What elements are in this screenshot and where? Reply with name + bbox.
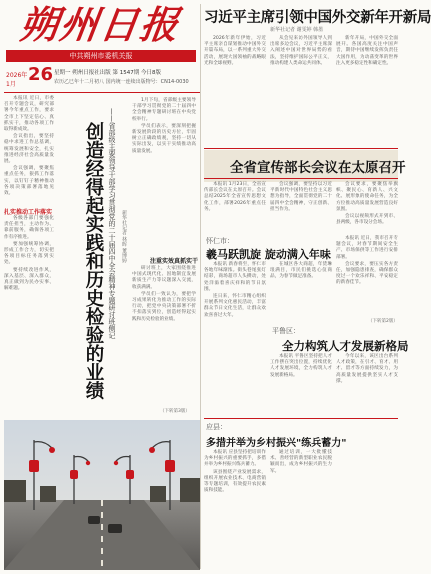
divider	[204, 148, 398, 149]
issue-line-1: 星期一 朔州日报社出版 第 1547期 今日8版	[54, 70, 161, 76]
right-paragraph: 本报讯 近日，我市召开专题会议，对春节期间安全生产、市场保供等工作进行安排部署。	[336, 236, 398, 260]
conference-paragraph: 会议以视频形式开到市、县两级，各市设分会场。	[336, 214, 398, 226]
conference-column-2	[270, 182, 332, 232]
feature-paragraph: 1月下旬，省部级主要领导干部学习贯彻党的二十届四中全会精神专题研讨班在中央党校举行。	[132, 98, 196, 122]
feature-continued: （下转第3版）	[160, 409, 190, 414]
news-photo	[4, 420, 200, 570]
feature-quote-title: 注重实效真抓实干	[150, 258, 199, 265]
article-left-paragraph: 连日来，怀仁市精心组织开展系列文化惠民活动，丰富群众节日文化生活，让群众欢欢喜喜过大年。	[204, 294, 266, 318]
conference-column-3	[336, 182, 398, 232]
article-mid-paragraph: 今年以来，该区出台系列人才政策，在引才、育才、用才、留才等方面持续发力，为高质量发展提供坚实人才支撑。	[336, 354, 398, 384]
feature-paragraph: 学员们表示，要深刻把握新发展阶段的历史方位，牢固树立正确政绩观，坚持一切从实际出发，以实干实绩推动高质量发展。	[132, 123, 196, 154]
issue-month: 1月	[6, 81, 16, 88]
feature-byline: 新华社记者 林晖 董博婷	[121, 210, 127, 264]
lead-paragraph: 2026年新年伊始，习近平主席亲自谋划推动中国外交开篇布局，以一系列重大外交活动，展现大国领袖的战略眼光和全球视野。	[204, 36, 266, 66]
issue-day: 26	[28, 64, 54, 85]
left-column-bottom	[4, 216, 54, 416]
lead-byline: 新华社记者 谢雯婷 韩墨	[270, 27, 324, 33]
masthead-organization: 中共朔州市委机关报	[6, 50, 196, 62]
column-divider	[200, 4, 201, 569]
left-section-head: 扎实推动工作落实	[4, 209, 53, 216]
right-paragraph: 会议要求，要压实各方责任，加强隐患排查，确保群众度过一个欢乐祥和、平安稳定的新春佳节。	[336, 261, 398, 286]
left-paragraph: 会议指出，要坚持稳中求进工作总基调，统筹发展和安全，扎实推进经济社会高质量发展。	[4, 134, 54, 165]
article-bottom-column-1	[204, 450, 266, 568]
issue-line-2: 农历乙巳年十二月初八 国内统一连续出版物号：CN14-0030	[54, 79, 189, 85]
article-left-kicker: 怀仁市：	[206, 237, 234, 245]
article-bottom-column-3	[336, 422, 398, 568]
conference-column-1	[204, 182, 266, 232]
article-bottom-headline: 多措并举为乡村振兴"练兵蓄力"	[206, 438, 347, 449]
divider	[204, 418, 398, 419]
conference-paragraph: 会议要求，要聚焦举旗帜、聚民心、育新人、兴文化、展形象的使命任务，为全方位推动高质量发展营造良好氛围。	[336, 182, 398, 212]
street-photo-image	[4, 420, 200, 570]
divider	[204, 178, 398, 179]
issue-info	[6, 66, 200, 90]
article-bottom-paragraph: 本报讯 应县坚持把培训作为乡村振兴的重要抓手，多措并举为乡村振兴练兵蓄力。	[204, 450, 266, 468]
masthead-title: 朔州日报	[16, 2, 184, 47]
article-left-paragraph: 在城区各大商超，年货琳琅满目，市民们挑选心仪商品，为春节做足准备。	[270, 262, 332, 280]
article-bottom-paragraph: 通过培训，一大批懂技术、善经营的新型职业农民脱颖而出，成为乡村振兴的生力军。	[270, 450, 332, 474]
article-mid-column-2	[336, 354, 398, 414]
lead-paragraph: 从会见来访外国领导人到出席多边会议，习近平主席深入阐述中国对世界局势的看法，坚持维护国际公平正义，推动构建人类命运共同体。	[270, 36, 332, 66]
article-left-paragraph: 本报讯 新春将至，怀仁市各地年味渐浓。街头巷尾张灯结彩，商场超市人头攒动，处处洋溢着喜庆祥和的节日氛围。	[204, 262, 266, 292]
left-paragraph: 会议强调，要聚焦重点任务，狠抓工作落实，以钉钉子精神推动各项决策部署落地见效。	[4, 166, 54, 197]
article-left-column-2	[270, 262, 332, 322]
article-bottom-paragraph: 该县围绕产业发展需求，组织开展农业技术、电商营销等专题培训，有效提升农民素质和技能。	[204, 469, 266, 494]
lead-column-2	[270, 36, 332, 146]
lead-headline: 习近平主席引领中国外交新年开新局	[204, 10, 431, 26]
article-mid-column-1	[270, 354, 332, 414]
left-column-top	[4, 96, 54, 206]
article-left-column-1	[204, 262, 266, 422]
lead-column-1	[204, 36, 266, 146]
conference-headline: 全省宣传部长会议在太原召开	[230, 160, 406, 176]
feature-subtitle: ——省部级主要领导干部学习贯彻党的二十届四中全会精神专题研讨班侧记	[108, 108, 116, 339]
left-paragraph: 要持续改进作风，深入基层、深入群众，真正做到为民办实事、解难题。	[4, 267, 54, 292]
feature-paragraph: 学员们一致认为，要把学习成果转化为推动工作的实际行动，把党中央决策部署不折不扣落实到位，创造经得起实践和历史检验的业绩。	[132, 291, 196, 322]
feature-column-1	[132, 98, 196, 253]
left-paragraph: 各级各部门要强化责任担当，主动作为、靠前服务，确保各项工作有序推进。	[4, 216, 54, 240]
divider	[4, 92, 200, 93]
right-continued: （下转第2版）	[368, 319, 398, 324]
feature-paragraph: 研讨班上，大家围绕推进中国式现代化、因地制宜发展新质生产力等议题深入交流，收获满满。	[132, 266, 196, 290]
right-column	[336, 236, 398, 318]
article-bottom-kicker: 应县：	[206, 423, 227, 431]
conference-paragraph: 本报讯 1月23日，全省宣传部长会议在太原召开。会议总结2025年全省宣传思想文化工作，部署2026年重点任务。	[204, 182, 266, 212]
article-mid-headline: 全力构筑人才发展新格局	[282, 339, 409, 353]
left-paragraph: 本报讯 近日，市委召开专题会议，研究部署今年重点工作，要求全市上下坚定信心、真抓实干，推动各项工作取得新成效。	[4, 96, 54, 133]
article-left-headline: 羲马跃凯旋 旋动满入年味	[206, 248, 331, 261]
left-paragraph: 要加强统筹协调，形成工作合力，切实把各项目标任务落到实处。	[4, 241, 54, 266]
conference-paragraph: 会议强调，要坚持以习近平新时代中国特色社会主义思想为指导，全面贯彻党的二十届四中全会精神，守正创新、担当作为。	[270, 182, 332, 212]
article-mid-paragraph: 本报讯 平鲁区坚持把人才工作摆在突出位置，持续优化人才发展环境，全力构筑人才发展新格局。	[270, 354, 332, 378]
article-bottom-column-2	[270, 450, 332, 568]
feature-title: 创造经得起实践和历史检验的业绩	[83, 122, 104, 400]
lead-column-3	[336, 36, 398, 146]
lead-paragraph: 新年开局，中国外交全面展开。各国高度关注中国声音，期待中国继续发挥负责任大国作用，为动荡变革的世界注入更多稳定性和确定性。	[336, 36, 398, 66]
feature-column-2	[132, 266, 196, 416]
article-mid-kicker: 平鲁区：	[272, 327, 300, 335]
issue-year: 2026年	[6, 72, 28, 79]
